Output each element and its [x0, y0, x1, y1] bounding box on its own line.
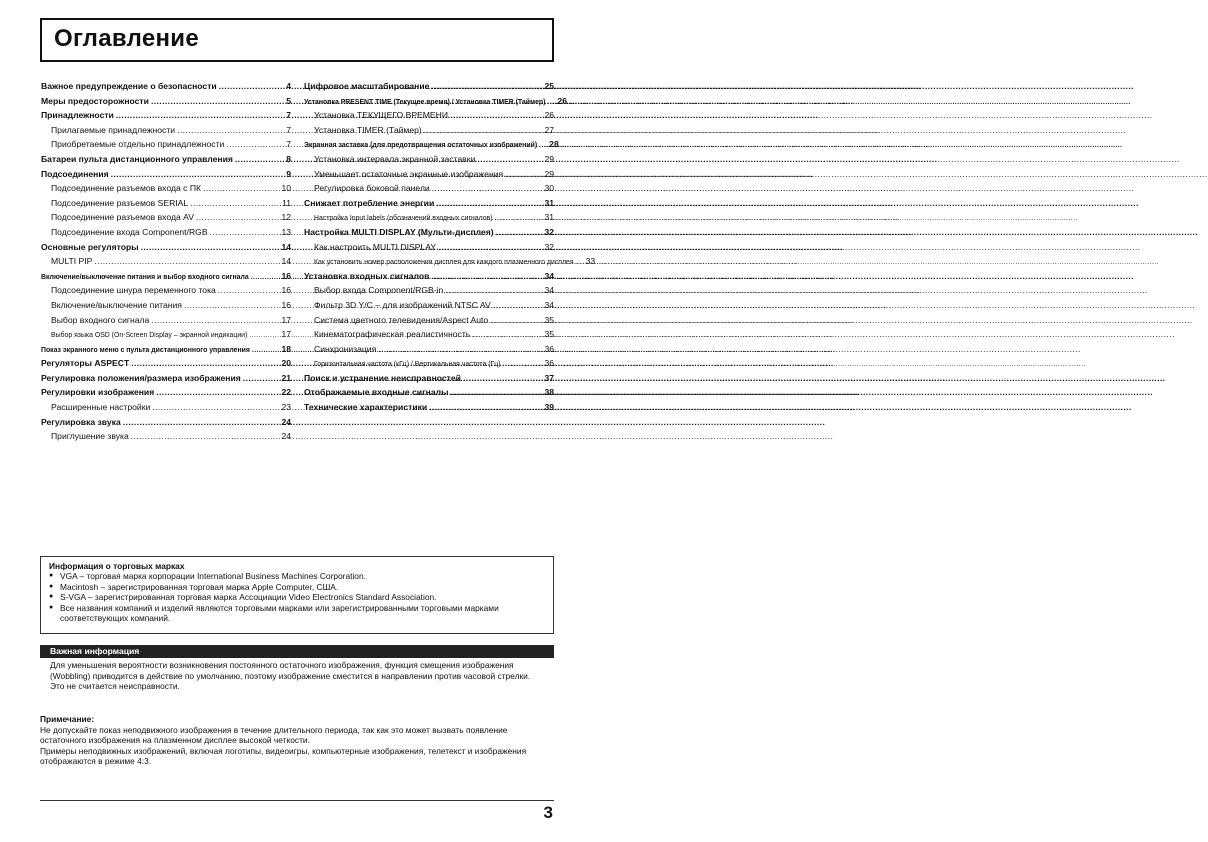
- toc-right-column: [304, 79, 596, 415]
- toc-entry-title: MULTI PIP: [51, 256, 93, 267]
- toc-dot-leader: [94, 254, 279, 269]
- toc-dot-leader: [378, 342, 542, 357]
- toc-page-number: 33: [585, 256, 596, 267]
- toc-page-number: 4: [286, 81, 291, 91]
- toc-page-number: 37: [544, 372, 554, 383]
- toc-page-number: 13: [281, 226, 291, 237]
- toc-dot-leader: [429, 400, 542, 415]
- toc-section-entry: [41, 415, 291, 430]
- toc-subsection-entry: [41, 210, 291, 225]
- toc-entry-title: Установка ТЕКУЩЕГО ВРЕМЕНИ: [314, 110, 449, 121]
- toc-page-number: 31: [544, 197, 554, 208]
- toc-page-number: 16: [281, 285, 291, 296]
- toc-entry-title: Приглушение звука: [51, 431, 129, 442]
- toc-page-number: 5: [286, 95, 291, 106]
- toc-subsection-entry: [41, 254, 291, 269]
- toc-subsection-entry: [304, 254, 596, 269]
- toc-entry-title: Подсоединение разъемов SERIAL: [51, 197, 189, 208]
- toc-dot-leader: [151, 313, 279, 328]
- toc-page-number: 16: [281, 299, 291, 310]
- toc-dot-leader: [152, 400, 279, 415]
- toc-entry-title: Система цветного телевидения/Aspect Auto: [314, 314, 489, 325]
- note-paragraph: Не допускайте показ неподвижного изображения в течение длительного периода, так как это может вызвать появление остаточного изображения на плазменном дисплее высокой четкости.: [40, 724, 508, 746]
- toc-section-entry: [41, 108, 291, 123]
- toc-dot-leader: [436, 196, 542, 211]
- toc-entry-title: Подсоединение разъемов входа AV: [51, 212, 194, 223]
- toc-dot-leader: [431, 79, 542, 94]
- toc-entry-title: Включение/выключение питания: [51, 299, 182, 310]
- toc-section-entry: [41, 356, 291, 371]
- toc-page-number: 7: [286, 110, 291, 121]
- toc-page-number: 32: [544, 226, 554, 237]
- toc-page-number: 32: [544, 241, 554, 252]
- toc-page-number: 7: [286, 124, 291, 135]
- toc-dot-leader: [111, 167, 285, 182]
- toc-entry-title: Синхронизация: [314, 343, 377, 354]
- toc-section-entry: [41, 385, 291, 400]
- toc-section-entry: [304, 137, 559, 152]
- toc-subsection-entry: [304, 298, 554, 313]
- toc-entry-title: Регулировка звука: [41, 416, 121, 427]
- toc-page-number: 24: [281, 416, 291, 427]
- toc-entry-title: Установка интервала экранной заставки: [314, 153, 476, 164]
- toc-subsection-entry: [304, 210, 554, 225]
- toc-section-entry: [41, 342, 291, 357]
- toc-page-number: 22: [281, 387, 291, 398]
- toc-subsection-entry: [41, 181, 291, 196]
- toc-dot-leader: [219, 79, 285, 94]
- toc-page-number: 16: [281, 270, 291, 281]
- toc-dot-leader: [151, 94, 284, 109]
- toc-dot-leader: [116, 108, 284, 123]
- toc-subsection-entry: [41, 283, 291, 298]
- toc-entry-title: Расширенные настройки: [51, 402, 151, 413]
- toc-page-number: 20: [281, 358, 291, 369]
- toc-page-number: 23: [281, 402, 291, 413]
- note-block: [40, 714, 552, 767]
- toc-entry-title: Регулировка положения/размера изображения: [41, 372, 241, 383]
- toc-dot-leader: [493, 298, 543, 313]
- toc-section-entry: [41, 94, 291, 109]
- toc-page-number: 34: [544, 270, 554, 281]
- toc-page-number: 12: [281, 212, 291, 223]
- toc-page-number: 36: [544, 358, 554, 369]
- note-paragraph: Примеры неподвижных изображений, включая логотипы, видеоигры, компьютерные изображения, телетекст и изображения отображаются в режиме 4:3.: [40, 745, 527, 767]
- toc-entry-title: Фильтр 3D Y/C – для изображений NTSC AV: [314, 299, 491, 310]
- toc-section-entry: [304, 225, 554, 240]
- note-title: Примечание:: [40, 714, 95, 724]
- toc-dot-leader: [123, 415, 280, 430]
- toc-page-number: 34: [544, 299, 554, 310]
- trademark-item: ● VGA – торговая марка корпорации International Business Machines Corporation.: [49, 571, 545, 581]
- toc-page-number: 35: [544, 314, 554, 325]
- toc-entry-title: Технические характеристики: [304, 402, 428, 413]
- toc-entry-title: Подсоединение входа Component/RGB: [51, 226, 208, 237]
- toc-subsection-entry: [41, 313, 291, 328]
- toc-entry-title: Снижает потребление энергии: [304, 197, 435, 208]
- toc-dot-leader: [177, 123, 284, 138]
- toc-page-number: 10: [281, 183, 291, 194]
- toc-dot-leader: [463, 371, 542, 386]
- toc-subsection-entry: [41, 400, 291, 415]
- toc-page-number: 24: [281, 431, 291, 442]
- toc-section-entry: [41, 240, 291, 255]
- toc-entry-title: Как настроить MULTI DISPLAY: [314, 241, 437, 252]
- important-paragraph: Для уменьшения вероятности возникновения постоянного остаточного изображения, функция смещения изображения (Wobbling) приводится в действие по умолчанию, поэтому изображение сместится в направлении против часовой стрелки.: [50, 660, 531, 681]
- toc-dot-leader: [131, 429, 280, 444]
- toc-subsection-entry: [304, 356, 554, 371]
- toc-section-entry: [304, 385, 554, 400]
- toc-dot-leader: [505, 167, 542, 182]
- toc-page-number: 18: [281, 343, 291, 354]
- toc-dot-leader: [477, 152, 542, 167]
- trademark-title: Информация о торговых марках: [49, 561, 185, 571]
- toc-page-number: 36: [544, 343, 554, 354]
- trademark-item: ● Все названия компаний и изделий являются торговыми марками или зарегистрированными торговыми марками соответствующих компаний.: [49, 603, 545, 624]
- toc-dot-leader: [203, 181, 279, 196]
- toc-subsection-entry: [304, 327, 554, 342]
- trademark-item: ● S-VGA – зарегистрированная торговая марка Ассоциации Video Electronics Standard Association.: [49, 592, 545, 602]
- toc-subsection-entry: [41, 327, 291, 342]
- toc-page-number: 38: [544, 387, 554, 398]
- toc-dot-leader: [450, 108, 542, 123]
- toc-page-number: 28: [549, 139, 559, 150]
- toc-section-entry: [304, 79, 554, 94]
- toc-entry-title: Отображаемые входные сигналы: [304, 387, 449, 398]
- toc-page-number: 27: [544, 124, 554, 135]
- toc-section-entry: [41, 152, 291, 167]
- toc-page-number: 25: [544, 81, 554, 91]
- footer-divider: [40, 800, 554, 801]
- toc-page-number: 34: [544, 285, 554, 296]
- toc-entry-title: Принадлежности: [41, 110, 114, 121]
- toc-entry-title: Настройка Input labels (обозначений входных сигналов): [314, 215, 493, 223]
- toc-dot-leader: [131, 356, 279, 371]
- trademark-list: [49, 571, 545, 623]
- toc-entry-title: Уменьшает остаточные экранные изображения: [314, 168, 504, 179]
- toc-dot-leader: [249, 329, 279, 344]
- toc-entry-title: Включение/выключение питания и выбор входного сигнала: [41, 273, 249, 281]
- toc-entry-title: Установка PRESENT TIME (Текущее время) / Установка TIMER (Таймер): [304, 98, 546, 106]
- toc-section-entry: [41, 79, 291, 94]
- toc-dot-leader: [218, 283, 280, 298]
- important-paragraph: Это не считается неисправности.: [50, 681, 180, 692]
- toc-page-number: 21: [281, 372, 291, 383]
- toc-section-entry: [304, 94, 567, 109]
- toc-dot-leader: [156, 385, 279, 400]
- page-number: 3: [543, 803, 553, 822]
- toc-page-number: 17: [281, 329, 291, 340]
- toc-dot-leader: [490, 313, 542, 328]
- toc-section-entry: [304, 371, 554, 386]
- toc-entry-title: Основные регуляторы: [41, 241, 139, 252]
- toc-left-column: [41, 79, 291, 444]
- toc-subsection-entry: [304, 167, 554, 182]
- toc-page-number: 26: [544, 110, 554, 121]
- toc-dot-leader: [226, 137, 284, 152]
- toc-dot-leader: [190, 196, 280, 211]
- toc-page-number: 35: [544, 329, 554, 340]
- toc-entry-title: Приобретаемые отдельно принадлежности: [51, 139, 225, 150]
- toc-dot-leader: [235, 152, 284, 167]
- toc-dot-leader: [450, 385, 542, 400]
- important-info-text: [50, 660, 550, 692]
- toc-page-number: 14: [281, 256, 291, 267]
- toc-page-number: 30: [544, 183, 554, 194]
- toc-section-entry: [304, 196, 554, 211]
- toc-entry-title: Установка входных сигналов: [304, 270, 430, 281]
- toc-entry-title: Кинематографическая реалистичность: [314, 329, 471, 340]
- toc-page-number: 26: [557, 95, 567, 106]
- toc-entry-title: Настройка MULTI DISPLAY (Мульти-дисплея): [304, 226, 494, 237]
- toc-entry-title: Выбор языка OSD (On-Screen Display – экранной индикации): [51, 332, 248, 340]
- toc-dot-leader: [210, 225, 280, 240]
- toc-subsection-entry: [304, 283, 554, 298]
- important-info-heading: Важная информация: [40, 645, 554, 658]
- toc-subsection-entry: [304, 123, 554, 138]
- toc-entry-title: Важное предупреждение о безопасности: [41, 81, 217, 91]
- toc-entry-title: Показ экранного меню с пульта дистанционного управления: [41, 346, 250, 354]
- page-title: Оглавление: [54, 25, 199, 52]
- toc-page-number: 31: [544, 212, 554, 223]
- toc-section-entry: [41, 269, 291, 284]
- toc-entry-title: Меры предосторожности: [41, 95, 149, 106]
- toc-page-number: 14: [281, 241, 291, 252]
- toc-section-entry: [41, 371, 291, 386]
- toc-dot-leader: [445, 283, 542, 298]
- trademark-info-box: [40, 556, 554, 634]
- toc-dot-leader: [196, 210, 279, 225]
- toc-subsection-entry: [41, 429, 291, 444]
- toc-entry-title: Как установить номер расположения дисплея для каждого плазменного дисплея: [314, 259, 574, 267]
- toc-dot-leader: [432, 181, 543, 196]
- toc-entry-title: Выбор входного сигнала: [51, 314, 150, 325]
- toc-dot-leader: [496, 225, 543, 240]
- toc-entry-title: Установка TIMER (Таймер): [314, 124, 422, 135]
- toc-dot-leader: [438, 240, 542, 255]
- toc-entry-title: Регулировка боковой панели: [314, 183, 430, 194]
- toc-section-entry: [304, 269, 554, 284]
- trademark-item: ● Macintosh – зарегистрированная торговая марка Apple Computer, США.: [49, 582, 545, 592]
- toc-subsection-entry: [304, 181, 554, 196]
- toc-page-number: 39: [544, 402, 554, 413]
- toc-section-entry: [304, 400, 554, 415]
- toc-subsection-entry: [304, 313, 554, 328]
- toc-subsection-entry: [41, 225, 291, 240]
- toc-page-number: 11: [282, 197, 291, 208]
- toc-entry-title: Подсоединения: [41, 168, 109, 179]
- toc-page-number: 7: [286, 139, 291, 150]
- toc-dot-leader: [431, 269, 542, 284]
- toc-entry-title: Экранная заставка (для предотвращения остаточных изображений): [304, 142, 538, 150]
- toc-page-number: 17: [281, 314, 291, 325]
- toc-page-number: 29: [544, 153, 554, 164]
- toc-page-number: 8: [286, 153, 291, 164]
- toc-subsection-entry: [41, 196, 291, 211]
- toc-entry-title: Прилагаемые принадлежности: [51, 124, 176, 135]
- toc-entry-title: Регуляторы ASPECT: [41, 358, 130, 369]
- toc-page-number: 9: [286, 168, 291, 179]
- toc-subsection-entry: [41, 123, 291, 138]
- toc-dot-leader: [243, 371, 280, 386]
- toc-dot-leader: [184, 298, 279, 313]
- toc-entry-title: Выбор входа Component/RGB-in: [314, 285, 444, 296]
- toc-entry-title: Батареи пульта дистанционного управления: [41, 153, 233, 164]
- toc-section-entry: [41, 167, 291, 182]
- toc-entry-title: Цифровое масштабирование: [304, 81, 430, 91]
- toc-entry-title: Горизонтальная частота (кГц) / Вертикальная частота (Гц): [314, 361, 501, 369]
- toc-entry-title: Регулировки изображения: [41, 387, 155, 398]
- toc-subsection-entry: [304, 108, 554, 123]
- toc-subsection-entry: [304, 240, 554, 255]
- toc-entry-title: Подсоединение шнура переменного тока: [51, 285, 216, 296]
- toc-dot-leader: [472, 327, 542, 342]
- toc-subsection-entry: [304, 152, 554, 167]
- toc-dot-leader: [141, 240, 280, 255]
- toc-subsection-entry: [304, 342, 554, 357]
- toc-entry-title: Поиск и устранение неисправностей: [304, 372, 461, 383]
- title-box: [40, 18, 554, 62]
- toc-subsection-entry: [41, 298, 291, 313]
- toc-page-number: 29: [544, 168, 554, 179]
- toc-dot-leader: [424, 123, 543, 138]
- toc-dot-leader: [576, 256, 584, 271]
- toc-subsection-entry: [41, 137, 291, 152]
- toc-entry-title: Подсоединение разъемов входа с ПК: [51, 183, 202, 194]
